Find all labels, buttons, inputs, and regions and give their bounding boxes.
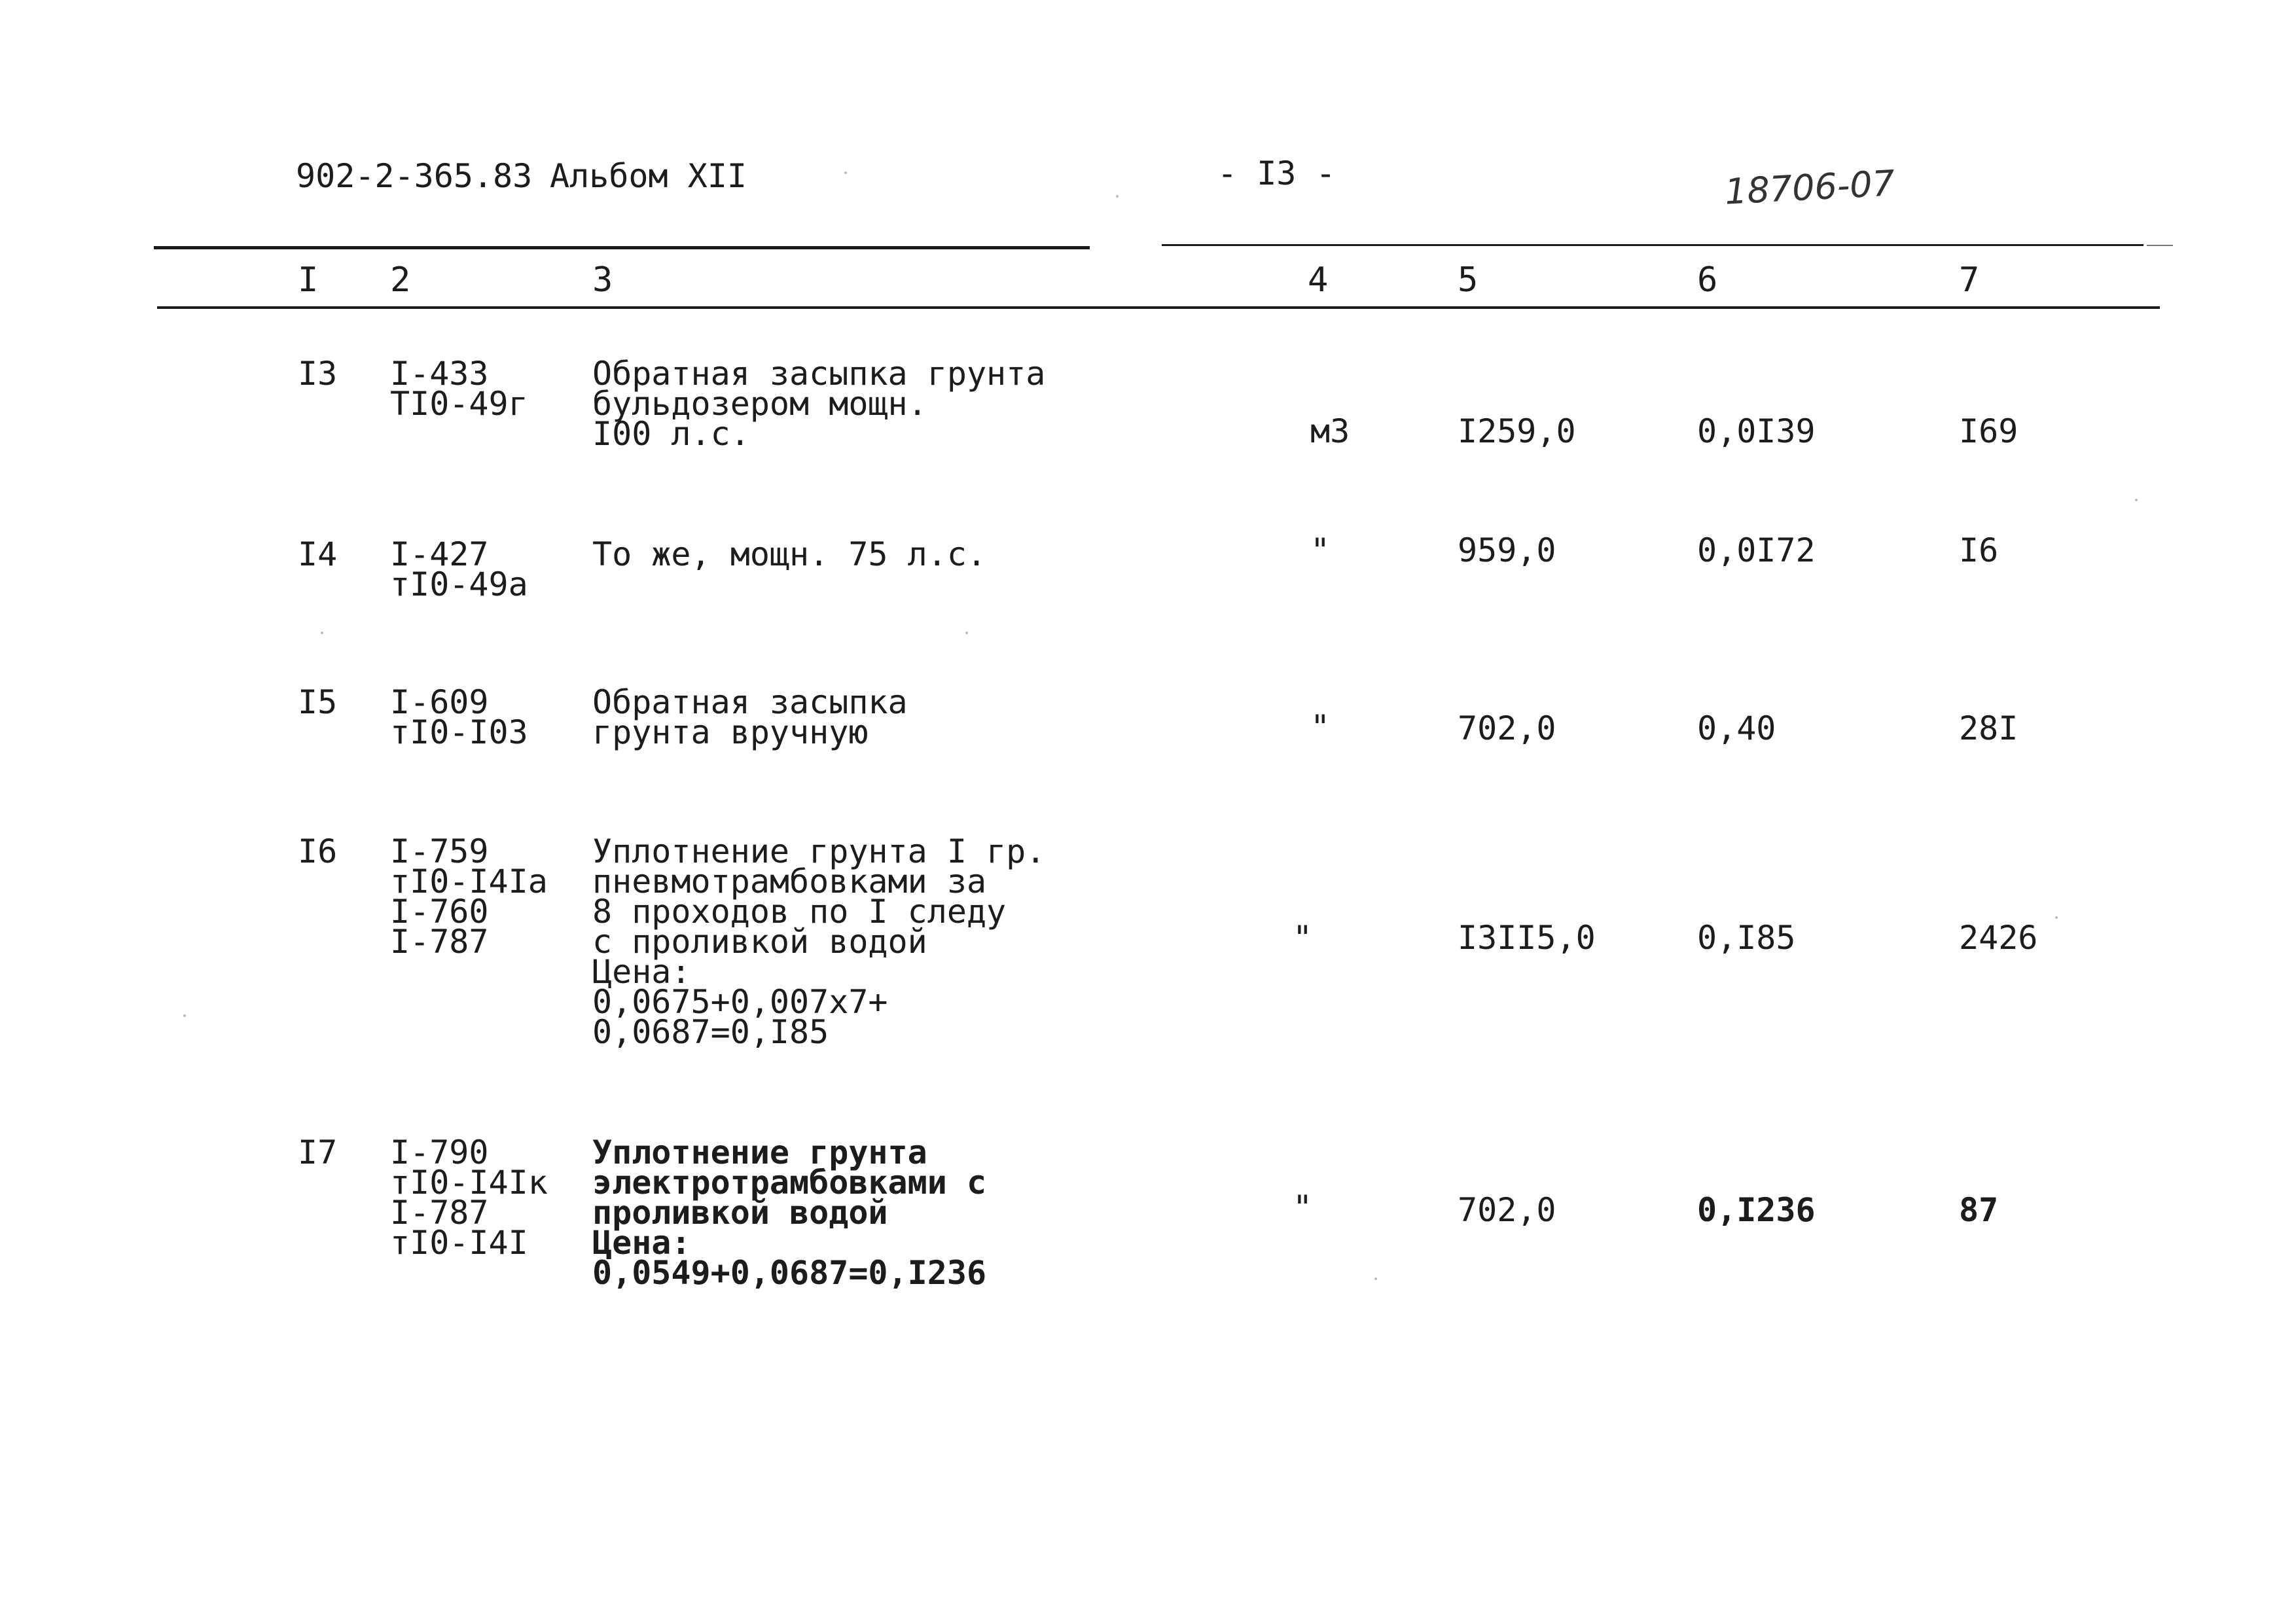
description-line: бульдозером мощн. [592,385,927,423]
total-cost: 87 [1959,1191,1999,1229]
album-label: Альбом XII [550,157,747,195]
description-line: 0,0549+0,0687=0,I236 [592,1254,987,1292]
total-cost: 28I [1959,709,2018,747]
column-number-7: 7 [1959,260,1980,300]
description-line: проливкой водой [592,1194,888,1232]
total-cost: I6 [1959,531,1999,569]
work-description [592,535,987,573]
rate-code: I-609 [390,683,489,721]
unit-price: 0,0I72 [1697,531,1816,569]
description-line: с проливкой водой [592,923,927,961]
description-line: 0,0675+0,007x7+ [592,983,888,1021]
column-number-2: 2 [390,260,411,300]
unit: " [1310,708,1331,746]
work-description [592,355,1046,453]
rate-code: тI0-I4Iк [390,1164,548,1202]
column-number-5: 5 [1458,260,1479,300]
document-code: 902-2-365.83 [296,157,533,195]
unit: " [1293,1188,1313,1226]
work-description [592,1133,987,1292]
handwritten-stamp: 18706-07 [1723,162,1896,213]
rate-codes [390,1133,548,1262]
work-description [592,832,1046,1051]
top-rule-left [154,246,1090,249]
unit-price: 0,I236 [1697,1191,1816,1229]
page-number: - I3 - [1217,154,1336,192]
row-number: I3 [298,355,338,393]
scan-speck [2135,499,2138,501]
description-line: Обратная засыпка [592,683,908,721]
quantity: 702,0 [1458,709,1556,747]
description-line: грунта вручную [592,713,869,751]
unit-price: 0,0I39 [1697,412,1816,450]
rate-code: I-433 [390,355,489,393]
row-number: I5 [298,683,338,721]
total-cost: I69 [1959,412,2018,450]
description-line: 0,0687=0,I85 [592,1013,829,1051]
rate-codes [390,355,528,423]
description-line: электротрамбовками с [592,1164,987,1202]
unit: м3 [1310,412,1350,450]
rate-code: тI0-I4Iа [390,863,548,901]
description-line: Цена: [592,1224,691,1262]
rate-code: тI0-I03 [390,713,528,751]
description-line: 8 проходов по I следу [592,893,1007,931]
rate-codes [390,832,548,961]
scan-speck [2055,916,2058,919]
column-number-4: 4 [1308,260,1329,300]
unit: " [1293,919,1313,957]
rate-codes [390,535,528,603]
quantity: 959,0 [1458,531,1556,569]
column-number-1: I [298,260,319,300]
total-cost: 2426 [1959,919,2038,957]
description-line: Уплотнение грунта [592,1133,927,1171]
unit: " [1310,531,1331,569]
header-bottom-rule [157,306,2160,309]
rate-code: I-787 [390,1194,489,1232]
scan-speck [965,632,968,634]
top-rule-right [1162,244,2144,246]
scan-speck [844,171,847,174]
unit-price: 0,40 [1697,709,1776,747]
quantity: 702,0 [1458,1191,1556,1229]
column-number-3: 3 [592,260,613,300]
description-line: То же, мощн. 75 л.с. [592,535,987,573]
rate-code: I-427 [390,535,489,573]
scan-speck [1374,1277,1377,1280]
unit-price: 0,I85 [1697,919,1796,957]
description-line: I00 л.с. [592,415,750,453]
rate-code: I-759 [390,832,489,870]
rate-code: TI0-49г [390,385,528,423]
column-number-6: 6 [1697,260,1718,300]
description-line: пневмотрамбовками за [592,863,987,901]
rate-codes [390,683,528,751]
work-description [592,683,908,751]
rate-code: тI0-49а [390,565,528,603]
row-number: I7 [298,1133,338,1171]
rate-code: I-787 [390,923,489,961]
rate-code: I-790 [390,1133,489,1171]
row-number: I6 [298,832,338,870]
row-number: I4 [298,535,338,573]
description-line: Уплотнение грунта I гр. [592,832,1046,870]
rate-code: I-760 [390,893,489,931]
quantity: I3II5,0 [1458,919,1596,957]
scan-speck [321,632,323,634]
scan-speck [183,1014,186,1017]
description-line: Цена: [592,953,691,991]
quantity: I259,0 [1458,412,1576,450]
description-line: Обратная засыпка грунта [592,355,1046,393]
scan-speck [1116,195,1119,198]
rate-code: тI0-I4I [390,1224,528,1262]
top-rule-tail [2147,245,2173,246]
